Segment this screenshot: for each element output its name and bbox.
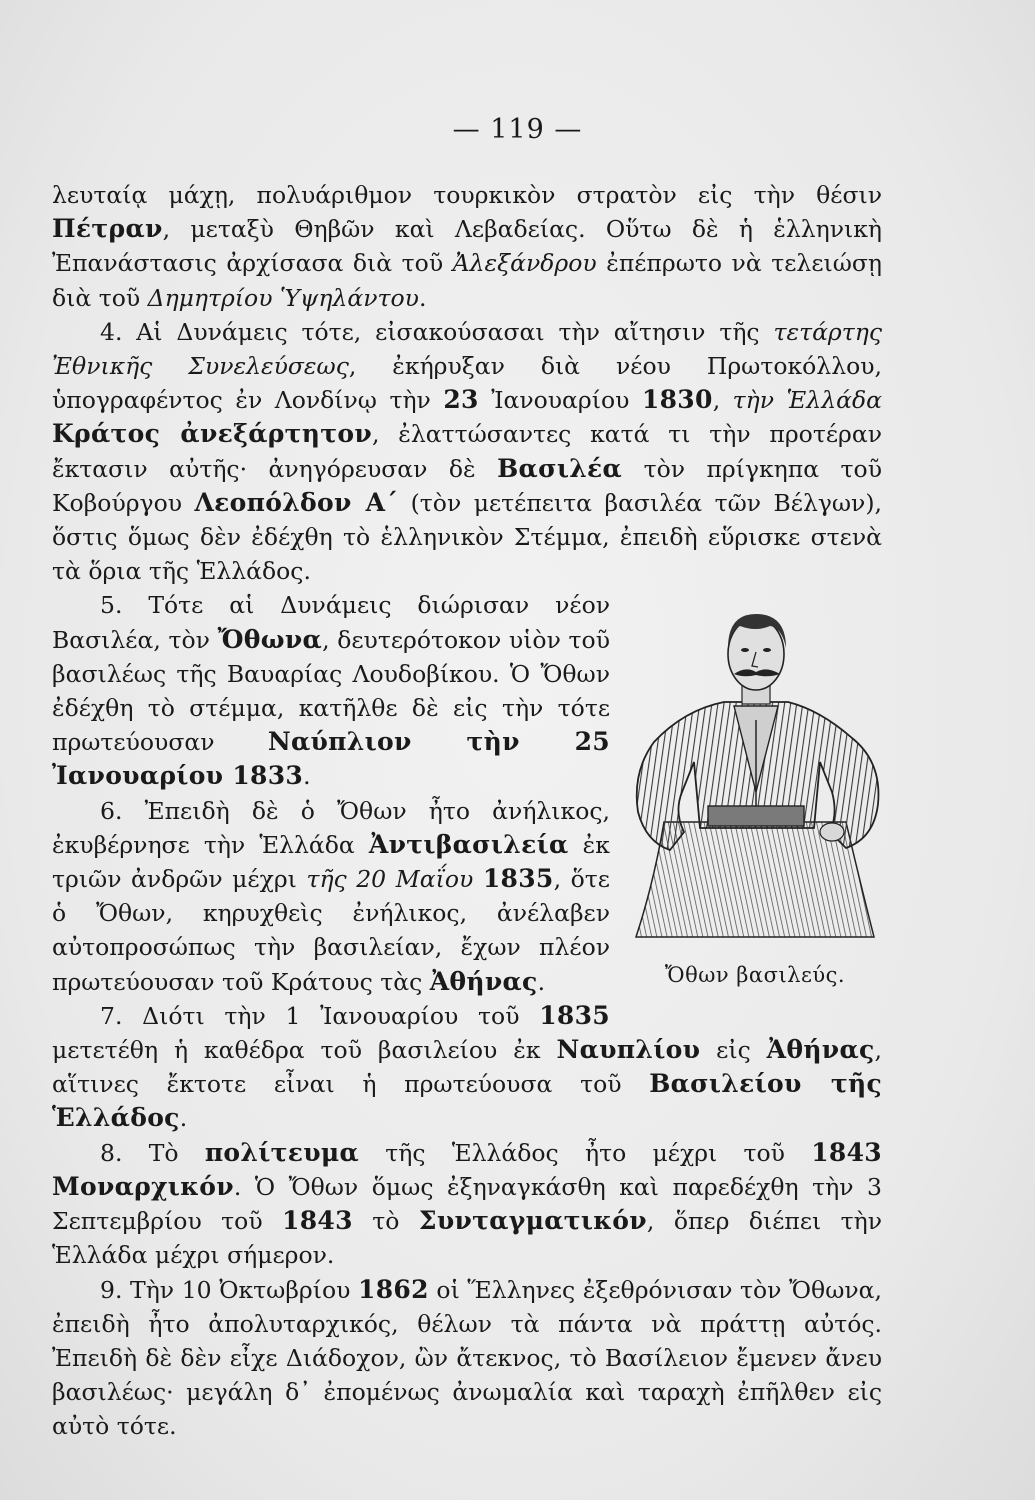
text-run: . xyxy=(179,1104,188,1133)
bold-term: 1835 xyxy=(539,1000,610,1030)
text-run: 4. Αἱ Δυνάμεις τότε, εἰσακούσασαι τὴν αἴτησιν τῆς xyxy=(100,317,774,346)
figure-caption: Ὄθων βασιλεύς. xyxy=(664,963,846,988)
bold-term: Κράτος ἀνεξάρτητον xyxy=(52,419,373,449)
text-run: τῆς Ἑλλάδος ἦτο μέχρι τοῦ xyxy=(359,1138,812,1167)
bold-term: Ἀντιβασιλεία xyxy=(368,829,569,859)
italic-term: Ἀλεξάνδρου xyxy=(452,249,597,278)
paragraph-9 xyxy=(52,1273,882,1444)
text-run: , ὅπερ διέπει τὴν Ἑλλάδα μέχρι σήμερον. xyxy=(52,1207,883,1270)
bold-term: 1843 xyxy=(282,1206,353,1236)
portrait-figure xyxy=(624,592,886,996)
paragraph-4 xyxy=(52,315,882,589)
text-run: Ἰανουαρίου xyxy=(478,386,642,415)
text-run: , δευτερότοκον υἱὸν τοῦ βασιλέως τῆς Βαυαρίας Λουδοβίκου. Ὁ Ὄθων ἐδέχθη τὸ στέμμα, κατῆλθε δὲ εἰς τὴν τότε πρωτεύουσαν xyxy=(52,625,610,757)
text-run: . xyxy=(537,967,546,996)
bold-term: Πέτραν xyxy=(52,214,163,244)
bold-term: 1843 Μοναρχικόν xyxy=(52,1137,882,1201)
text-run: , αἵτινες ἔκτοτε εἶναι ἡ πρωτεύουσα τοῦ xyxy=(52,1036,882,1099)
bold-term: πολίτευμα xyxy=(204,1137,360,1167)
text-run: λευταίᾳ μάχῃ, πολυάριθμον τουρκικὸν στρατὸν εἰς τὴν θέσιν xyxy=(52,181,882,209)
text-run: 7. Διότι τὴν 1 Ἰανουαρίου τοῦ xyxy=(100,1001,540,1030)
text-run: 9. Τὴν 10 Ὀκτωβρίου xyxy=(100,1275,359,1304)
italic-term: τὴν Ἑλλάδα xyxy=(732,386,882,415)
text-run: . xyxy=(418,283,427,312)
text-run: , μεταξὺ Θηβῶν καὶ Λεβαδείας. Οὕτω δὲ ἡ ἑλληνικὴ Ἐπανάστασις ἀρχίσασα διὰ τοῦ xyxy=(52,215,882,278)
text-run: , ἐκήρυξαν διὰ νέου Πρωτοκόλλου, ὑπογραφέντος ἐν Λονδίνῳ τὴν xyxy=(52,352,883,415)
italic-term: τετάρτης Ἐθνικῆς Συνελεύσεως xyxy=(52,317,882,381)
text-run: 8. Τὸ xyxy=(100,1138,205,1167)
bold-term: Βασιλείου τῆς Ἑλλάδος xyxy=(52,1069,882,1133)
king-otto-portrait xyxy=(624,592,886,952)
text-run: , xyxy=(712,386,733,415)
text-run: , ἐλαττώσαντες κατά τι τὴν προτέραν ἔκτασιν αὐτῆς· ἀνηγόρευσαν δὲ xyxy=(52,420,882,483)
bold-term: 1835 xyxy=(482,864,554,894)
bold-term: 1862 xyxy=(358,1274,429,1304)
paragraph-7 xyxy=(52,999,882,1136)
text-run: (τὸν μετέπειτα βασιλέα τῶν Βέλγων), ὅστις ὅμως δὲν ἐδέχθη τὸ ἑλληνικὸν Στέμμα, ἐπειδὴ εὕρισκε στενὰ τὰ ὅρια τῆς Ἑλλάδος. xyxy=(52,488,882,586)
bold-term: Ἀθήνας xyxy=(429,966,538,996)
text-run: 6. Ἐπειδὴ δὲ ὁ Ὄθων ἦτο ἀνήλικος, ἐκυβέρνησε τὴν Ἑλλάδα xyxy=(52,796,610,859)
text-run: τὸ xyxy=(352,1207,419,1236)
text-run: τὸν πρίγκηπα τοῦ Κοβούργου xyxy=(52,454,882,517)
italic-term: τῆς 20 Μαΐου xyxy=(306,865,474,894)
text-run: ἐκ τριῶν ἀνδρῶν μέχρι xyxy=(52,830,610,894)
text-run: ἐπέπρωτο νὰ τελειώσῃ διὰ τοῦ xyxy=(52,249,882,312)
text-run: μετετέθη ἡ καθέδρα τοῦ βασιλείου ἐκ xyxy=(52,1036,557,1065)
bold-term: 1830 xyxy=(641,385,713,415)
text-run: εἰς xyxy=(700,1036,767,1065)
bold-term: Ναύπλιον τὴν 25 Ἰανουαρίου 1833 xyxy=(52,727,610,791)
italic-term: Δημητρίου Ὑψηλάντου xyxy=(147,283,419,312)
bold-term: Συνταγματικόν xyxy=(418,1206,647,1236)
bold-term: 23 xyxy=(443,385,479,415)
bold-term: Ἀθήνας xyxy=(766,1035,875,1065)
page-number: — 119 — xyxy=(452,114,583,145)
text-run: , ὅτε ὁ Ὄθων, κηρυχθεὶς ἐνήλικος, ἀνέλαβεν αὐτοπροσώπως τὴν βασιλείαν, ἔχων πλέον πρωτεύουσαν τοῦ Κράτους τὰς xyxy=(52,865,610,996)
body-text xyxy=(52,178,882,1444)
bold-term: Ὄθωνα xyxy=(217,624,323,654)
text-run: οἱ Ἕλληνες ἐξεθρόνισαν τὸν Ὄθωνα, ἐπειδὴ ἦτο ἀπολυταρχικός, θέλων τὰ πάντα νὰ πράττῃ αὐτός. Ἐπειδὴ δὲ δὲν εἶχε Διάδοχον, ὢν ἄτεκνος, τὸ Βασίλειον ἔμενεν ἄνευ βασιλέως· μεγάλη δ᾽ ἐπομένως ἀνωμαλία καὶ ταραχὴ ἐπῆλθεν εἰς αὐτὸ τότε. xyxy=(52,1275,882,1441)
text-run: . Ὁ Ὄθων ὅμως ἐξηναγκάσθη καὶ παρεδέχθη τὴν 3 Σεπτεμβρίου τοῦ xyxy=(52,1172,882,1236)
text-run xyxy=(473,865,483,893)
paragraph-8 xyxy=(52,1136,882,1273)
bold-term: Βασιλέα xyxy=(497,453,623,483)
text-run: . xyxy=(303,762,311,791)
text-run: 5. Τότε αἱ Δυνάμεις διώρισαν νέον Βασιλέα, τὸν xyxy=(52,591,610,654)
paragraph-lead xyxy=(52,178,882,315)
bold-term: Λεοπόλδον Α΄ xyxy=(194,487,399,517)
bold-term: Ναυπλίου xyxy=(556,1035,701,1065)
